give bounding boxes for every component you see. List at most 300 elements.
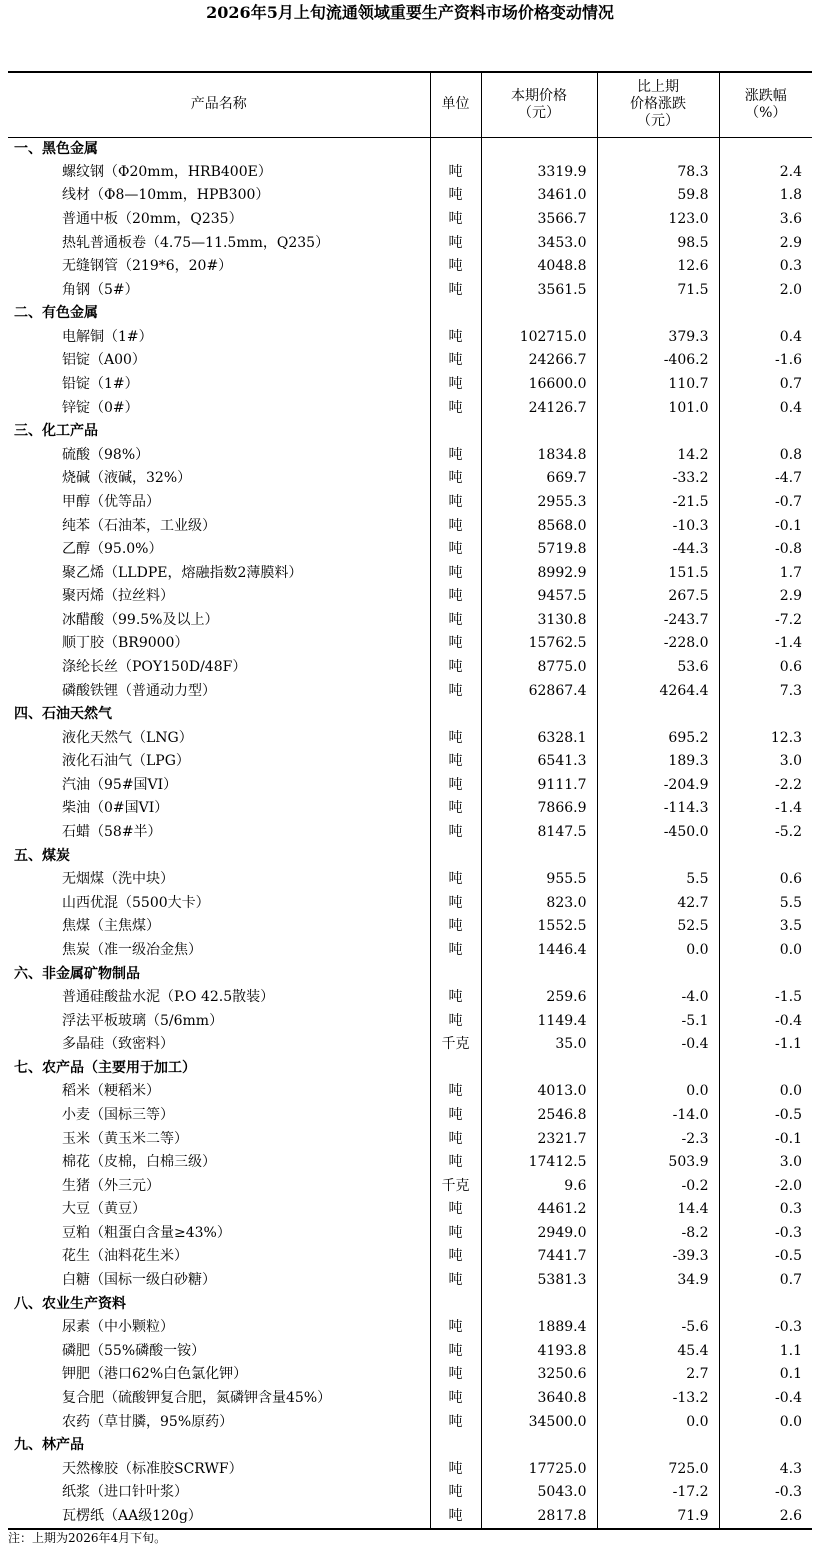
unit-cell: 吨 (430, 750, 481, 774)
table-row (8, 821, 812, 845)
unit-cell: 吨 (430, 1222, 481, 1246)
empty-cell (481, 703, 597, 727)
price-change-cell: -2.3 (597, 1127, 719, 1151)
price-change-cell: 101.0 (597, 396, 719, 420)
product-name-cell: 甲醇（优等品） (62, 493, 160, 510)
price-change-cell: 151.5 (597, 561, 719, 585)
price-change-cell: 267.5 (597, 585, 719, 609)
product-name-cell: 液化石油气（LPG） (62, 753, 190, 770)
price-change-cell: -13.2 (597, 1387, 719, 1411)
change-pct-cell: -7.2 (719, 609, 812, 633)
table-row (8, 726, 812, 750)
price-cell: 24126.7 (481, 396, 597, 420)
unit-cell: 吨 (430, 231, 481, 255)
price-change-cell: -228.0 (597, 632, 719, 656)
unit-cell: 千克 (430, 1033, 481, 1057)
price-change-cell: 110.7 (597, 373, 719, 397)
unit-cell: 吨 (430, 821, 481, 845)
table-row (8, 632, 812, 656)
table-row (8, 1457, 812, 1481)
unit-cell: 吨 (430, 1269, 481, 1293)
empty-cell (481, 137, 597, 161)
price-change-cell: 78.3 (597, 161, 719, 185)
price-cell: 6541.3 (481, 750, 597, 774)
price-change-cell: -17.2 (597, 1481, 719, 1505)
change-pct-cell: 2.9 (719, 231, 812, 255)
product-name-cell: 角钢（5#） (62, 281, 139, 298)
product-name-cell: 焦炭（准一级冶金焦） (62, 941, 202, 958)
price-change-cell: 725.0 (597, 1457, 719, 1481)
price-cell: 24266.7 (481, 349, 597, 373)
table-row (8, 514, 812, 538)
table-row (8, 161, 812, 185)
empty-cell (481, 420, 597, 444)
price-change-cell: -33.2 (597, 467, 719, 491)
price-change-cell: 695.2 (597, 726, 719, 750)
price-change-cell: -0.4 (597, 1033, 719, 1057)
price-change-cell: 42.7 (597, 892, 719, 916)
category-name: 七、农产品（主要用于加工） (14, 1059, 196, 1076)
empty-cell (597, 1057, 719, 1081)
change-pct-cell: -0.1 (719, 514, 812, 538)
unit-cell: 吨 (430, 939, 481, 963)
product-name-cell: 天然橡胶（标准胶SCRWF） (62, 1460, 243, 1477)
table-row (8, 491, 812, 515)
unit-cell: 吨 (430, 1104, 481, 1128)
table-row (8, 868, 812, 892)
table-row (8, 467, 812, 491)
unit-cell: 吨 (430, 774, 481, 798)
price-change-cell: 71.9 (597, 1505, 719, 1529)
price-change-cell: 52.5 (597, 915, 719, 939)
unit-cell: 吨 (430, 1198, 481, 1222)
category-name: 二、有色金属 (14, 305, 98, 322)
change-pct-cell: 3.6 (719, 208, 812, 232)
unit-cell: 吨 (430, 986, 481, 1010)
table-row (8, 1505, 812, 1529)
table-row (8, 1151, 812, 1175)
unit-cell: 吨 (430, 656, 481, 680)
empty-cell (430, 703, 481, 727)
unit-cell: 吨 (430, 444, 481, 468)
price-cell: 3640.8 (481, 1387, 597, 1411)
empty-cell (430, 1292, 481, 1316)
header-current-price: 本期价格 （元） (481, 72, 597, 137)
empty-cell (481, 302, 597, 326)
table-row (8, 231, 812, 255)
price-cell: 4013.0 (481, 1080, 597, 1104)
price-cell: 2955.3 (481, 491, 597, 515)
price-cell: 2546.8 (481, 1104, 597, 1128)
page-title: 2026年5月上旬流通领域重要生产资料市场价格变动情况 (206, 3, 614, 22)
table-row (8, 373, 812, 397)
price-change-cell: 5.5 (597, 868, 719, 892)
change-pct-cell: -0.4 (719, 1009, 812, 1033)
table-row (8, 444, 812, 468)
price-change-cell: -204.9 (597, 774, 719, 798)
price-change-cell: 34.9 (597, 1269, 719, 1293)
empty-cell (597, 703, 719, 727)
unit-cell: 吨 (430, 538, 481, 562)
change-pct-cell: 0.4 (719, 396, 812, 420)
price-change-cell: 0.0 (597, 1410, 719, 1434)
price-change-cell: -4.0 (597, 986, 719, 1010)
product-name-cell: 普通中板（20mm，Q235） (62, 211, 243, 228)
table-row (8, 1339, 812, 1363)
change-pct-cell: 7.3 (719, 679, 812, 703)
unit-cell: 吨 (430, 255, 481, 279)
price-cell: 4461.2 (481, 1198, 597, 1222)
empty-cell (430, 844, 481, 868)
table-row (8, 1481, 812, 1505)
product-name-cell: 小麦（国标三等） (62, 1106, 174, 1123)
change-pct-cell: 0.6 (719, 868, 812, 892)
category-name: 六、非金属矿物制品 (14, 965, 140, 982)
table-row (8, 1174, 812, 1198)
price-cell: 5043.0 (481, 1481, 597, 1505)
empty-cell (719, 1434, 812, 1458)
product-name-cell: 冰醋酸（99.5%及以上） (62, 611, 219, 628)
unit-cell: 吨 (430, 1127, 481, 1151)
price-cell: 5719.8 (481, 538, 597, 562)
price-cell: 7441.7 (481, 1245, 597, 1269)
price-cell: 2817.8 (481, 1505, 597, 1529)
category-name: 一、黑色金属 (14, 140, 98, 157)
table-row (8, 892, 812, 916)
table-row (8, 656, 812, 680)
change-pct-cell: 3.0 (719, 1151, 812, 1175)
product-name-cell: 普通硅酸盐水泥（P.O 42.5散装） (62, 989, 275, 1006)
category-row (8, 703, 812, 727)
table-row (8, 1222, 812, 1246)
product-name-cell: 柴油（0#国VI） (62, 800, 169, 817)
unit-cell: 吨 (430, 1505, 481, 1529)
price-change-cell: -406.2 (597, 349, 719, 373)
product-name-cell: 钾肥（港口62%白色氯化钾） (62, 1366, 248, 1383)
change-pct-cell: 0.7 (719, 1269, 812, 1293)
empty-cell (719, 137, 812, 161)
price-cell: 1446.4 (481, 939, 597, 963)
table-row (8, 184, 812, 208)
change-pct-cell: 1.1 (719, 1339, 812, 1363)
price-change-cell: 12.6 (597, 255, 719, 279)
table-body (8, 137, 812, 1529)
product-name-cell: 豆粕（粗蛋白含量≥43%） (62, 1224, 231, 1241)
price-change-cell: -114.3 (597, 797, 719, 821)
table-row (8, 939, 812, 963)
empty-cell (719, 1292, 812, 1316)
category-row (8, 420, 812, 444)
change-pct-cell: -2.2 (719, 774, 812, 798)
empty-cell (481, 1434, 597, 1458)
price-change-cell: -21.5 (597, 491, 719, 515)
price-cell: 1149.4 (481, 1009, 597, 1033)
table-row (8, 585, 812, 609)
category-row (8, 844, 812, 868)
header-product-name: 产品名称 (8, 72, 430, 137)
price-change-cell: -8.2 (597, 1222, 719, 1246)
price-cell: 3319.9 (481, 161, 597, 185)
table-row (8, 538, 812, 562)
category-row (8, 137, 812, 161)
product-name-cell: 顺丁胶（BR9000） (62, 635, 189, 652)
price-cell: 16600.0 (481, 373, 597, 397)
empty-cell (430, 962, 481, 986)
table-row (8, 797, 812, 821)
product-name-cell: 电解铜（1#） (62, 328, 153, 345)
unit-cell: 吨 (430, 467, 481, 491)
change-pct-cell: 0.0 (719, 1080, 812, 1104)
price-change-cell: 45.4 (597, 1339, 719, 1363)
price-change-cell: -0.2 (597, 1174, 719, 1198)
change-pct-cell: -4.7 (719, 467, 812, 491)
price-cell: 1834.8 (481, 444, 597, 468)
empty-cell (719, 962, 812, 986)
price-change-cell: 0.0 (597, 939, 719, 963)
price-cell: 17412.5 (481, 1151, 597, 1175)
price-change-cell: 59.8 (597, 184, 719, 208)
product-name-cell: 热轧普通板卷（4.75—11.5mm，Q235） (62, 234, 330, 251)
table-row (8, 986, 812, 1010)
product-name-cell: 大豆（黄豆） (62, 1201, 146, 1218)
product-name-cell: 纸浆（进口针叶浆） (62, 1484, 188, 1501)
unit-cell: 吨 (430, 868, 481, 892)
unit-cell: 吨 (430, 585, 481, 609)
price-change-cell: 379.3 (597, 326, 719, 350)
price-table (8, 71, 812, 1530)
change-pct-cell: 5.5 (719, 892, 812, 916)
product-name-cell: 焦煤（主焦煤） (62, 918, 160, 935)
product-name-cell: 尿素（中小颗粒） (62, 1319, 174, 1336)
product-name-cell: 磷酸铁锂（普通动力型） (62, 682, 216, 699)
price-cell: 34500.0 (481, 1410, 597, 1434)
unit-cell: 吨 (430, 892, 481, 916)
change-pct-cell: 2.6 (719, 1505, 812, 1529)
product-name-cell: 锌锭（0#） (62, 399, 139, 416)
change-pct-cell: -0.8 (719, 538, 812, 562)
change-pct-cell: 0.8 (719, 444, 812, 468)
empty-cell (719, 302, 812, 326)
price-cell: 4193.8 (481, 1339, 597, 1363)
table-row (8, 1080, 812, 1104)
unit-cell: 吨 (430, 373, 481, 397)
product-name-cell: 螺纹钢（Φ20mm，HRB400E） (62, 163, 272, 180)
unit-cell: 吨 (430, 561, 481, 585)
price-cell: 102715.0 (481, 326, 597, 350)
product-name-cell: 多晶硅（致密料） (62, 1036, 174, 1053)
price-cell: 3250.6 (481, 1363, 597, 1387)
table-row (8, 1198, 812, 1222)
price-change-cell: -5.1 (597, 1009, 719, 1033)
price-change-cell: 0.0 (597, 1080, 719, 1104)
product-name-cell: 复合肥（硫酸钾复合肥，氮磷钾含量45%） (62, 1389, 332, 1406)
price-change-cell: 2.7 (597, 1363, 719, 1387)
unit-cell: 吨 (430, 915, 481, 939)
change-pct-cell: 0.0 (719, 939, 812, 963)
change-pct-cell: -0.1 (719, 1127, 812, 1151)
empty-cell (597, 137, 719, 161)
price-cell: 7866.9 (481, 797, 597, 821)
change-pct-cell: -1.6 (719, 349, 812, 373)
product-name-cell: 山西优混（5500大卡） (62, 894, 210, 911)
unit-cell: 吨 (430, 1363, 481, 1387)
product-name-cell: 白糖（国标一级白砂糖） (62, 1272, 216, 1289)
change-pct-cell: -1.4 (719, 632, 812, 656)
product-name-cell: 铝锭（A00） (62, 352, 146, 369)
unit-cell: 吨 (430, 679, 481, 703)
price-change-cell: -450.0 (597, 821, 719, 845)
table-row (8, 1009, 812, 1033)
product-name-cell: 硫酸（98%） (62, 446, 150, 463)
empty-cell (597, 962, 719, 986)
price-change-cell: 189.3 (597, 750, 719, 774)
table-row (8, 1387, 812, 1411)
change-pct-cell: -1.5 (719, 986, 812, 1010)
price-cell: 669.7 (481, 467, 597, 491)
price-cell: 35.0 (481, 1033, 597, 1057)
unit-cell: 吨 (430, 1316, 481, 1340)
price-cell: 8147.5 (481, 821, 597, 845)
table-row (8, 561, 812, 585)
category-name: 五、煤炭 (14, 847, 70, 864)
change-pct-cell: 0.4 (719, 326, 812, 350)
empty-cell (719, 703, 812, 727)
change-pct-cell: -0.3 (719, 1481, 812, 1505)
price-cell: 1889.4 (481, 1316, 597, 1340)
price-change-cell: 14.2 (597, 444, 719, 468)
header-change-pct: 涨跌幅 （%） (719, 72, 812, 137)
product-name-cell: 无烟煤（洗中块） (62, 871, 174, 888)
price-cell: 1552.5 (481, 915, 597, 939)
table-row (8, 255, 812, 279)
category-row (8, 1057, 812, 1081)
empty-cell (481, 844, 597, 868)
empty-cell (597, 302, 719, 326)
empty-cell (597, 1292, 719, 1316)
table-row (8, 679, 812, 703)
price-change-cell: -39.3 (597, 1245, 719, 1269)
product-name-cell: 聚丙烯（拉丝料） (62, 588, 174, 605)
change-pct-cell: -1.1 (719, 1033, 812, 1057)
price-cell: 2321.7 (481, 1127, 597, 1151)
product-name-cell: 烧碱（液碱，32%） (62, 470, 192, 487)
change-pct-cell: 4.3 (719, 1457, 812, 1481)
empty-cell (597, 1434, 719, 1458)
change-pct-cell: 2.9 (719, 585, 812, 609)
category-row (8, 962, 812, 986)
table-row (8, 1316, 812, 1340)
product-name-cell: 纯苯（石油苯，工业级） (62, 517, 216, 534)
empty-cell (719, 844, 812, 868)
change-pct-cell: 3.5 (719, 915, 812, 939)
change-pct-cell: 0.3 (719, 1198, 812, 1222)
footnote: 注：上期为2026年4月下旬。 (8, 1531, 167, 1545)
change-pct-cell: -0.5 (719, 1245, 812, 1269)
change-pct-cell: -0.3 (719, 1222, 812, 1246)
price-cell: 4048.8 (481, 255, 597, 279)
change-pct-cell: 0.7 (719, 373, 812, 397)
header-price-change: 比上期 价格涨跌 （元） (597, 72, 719, 137)
unit-cell: 吨 (430, 1387, 481, 1411)
empty-cell (430, 420, 481, 444)
product-name-cell: 线材（Φ8—10mm，HPB300） (62, 187, 270, 204)
price-cell: 9.6 (481, 1174, 597, 1198)
product-name-cell: 花生（油料花生米） (62, 1248, 188, 1265)
empty-cell (430, 137, 481, 161)
table-row (8, 1410, 812, 1434)
unit-cell: 吨 (430, 609, 481, 633)
price-change-cell: -44.3 (597, 538, 719, 562)
change-pct-cell: 1.8 (719, 184, 812, 208)
empty-cell (481, 1057, 597, 1081)
unit-cell: 吨 (430, 161, 481, 185)
table-row (8, 208, 812, 232)
product-name-cell: 磷肥（55%磷酸一铵） (62, 1342, 206, 1359)
empty-cell (719, 1057, 812, 1081)
empty-cell (597, 420, 719, 444)
product-name-cell: 玉米（黄玉米二等） (62, 1130, 188, 1147)
product-name-cell: 铅锭（1#） (62, 376, 139, 393)
price-change-cell: -10.3 (597, 514, 719, 538)
price-change-cell: -14.0 (597, 1104, 719, 1128)
table-row (8, 1245, 812, 1269)
empty-cell (430, 1434, 481, 1458)
product-name-cell: 瓦楞纸（AA级120g） (8, 1505, 430, 1529)
price-cell: 259.6 (481, 986, 597, 1010)
table-row (8, 750, 812, 774)
price-cell: 15762.5 (481, 632, 597, 656)
table-row (8, 1033, 812, 1057)
price-cell: 3566.7 (481, 208, 597, 232)
price-cell: 823.0 (481, 892, 597, 916)
unit-cell: 吨 (430, 396, 481, 420)
category-row (8, 1292, 812, 1316)
table-row (8, 1269, 812, 1293)
product-name-cell: 石蜡（58#半） (62, 824, 162, 841)
price-cell: 8992.9 (481, 561, 597, 585)
price-cell: 3461.0 (481, 184, 597, 208)
category-name: 九、林产品 (14, 1437, 84, 1454)
table-row (8, 609, 812, 633)
category-name: 三、化工产品 (14, 423, 98, 440)
unit-cell: 吨 (430, 1009, 481, 1033)
unit-cell: 吨 (430, 797, 481, 821)
table-row (8, 915, 812, 939)
table-header (8, 72, 812, 137)
unit-cell: 吨 (430, 514, 481, 538)
price-change-cell: 53.6 (597, 656, 719, 680)
table-row (8, 1127, 812, 1151)
product-name-cell: 稻米（粳稻米） (62, 1083, 160, 1100)
product-name-cell: 涤纶长丝（POY150D/48F） (62, 659, 247, 675)
change-pct-cell: 2.4 (719, 161, 812, 185)
unit-cell: 吨 (430, 632, 481, 656)
price-cell: 62867.4 (481, 679, 597, 703)
empty-cell (481, 1292, 597, 1316)
unit-cell: 吨 (430, 1410, 481, 1434)
category-row (8, 1434, 812, 1458)
change-pct-cell: 0.1 (719, 1363, 812, 1387)
price-cell: 2949.0 (481, 1222, 597, 1246)
unit-cell: 吨 (430, 326, 481, 350)
unit-cell: 吨 (430, 1151, 481, 1175)
unit-cell: 吨 (430, 1245, 481, 1269)
empty-cell (719, 420, 812, 444)
empty-cell (430, 1057, 481, 1081)
category-name: 四、石油天然气 (14, 706, 112, 723)
table-row (8, 1363, 812, 1387)
product-name-cell: 农药（草甘膦，95%原药） (62, 1413, 234, 1430)
